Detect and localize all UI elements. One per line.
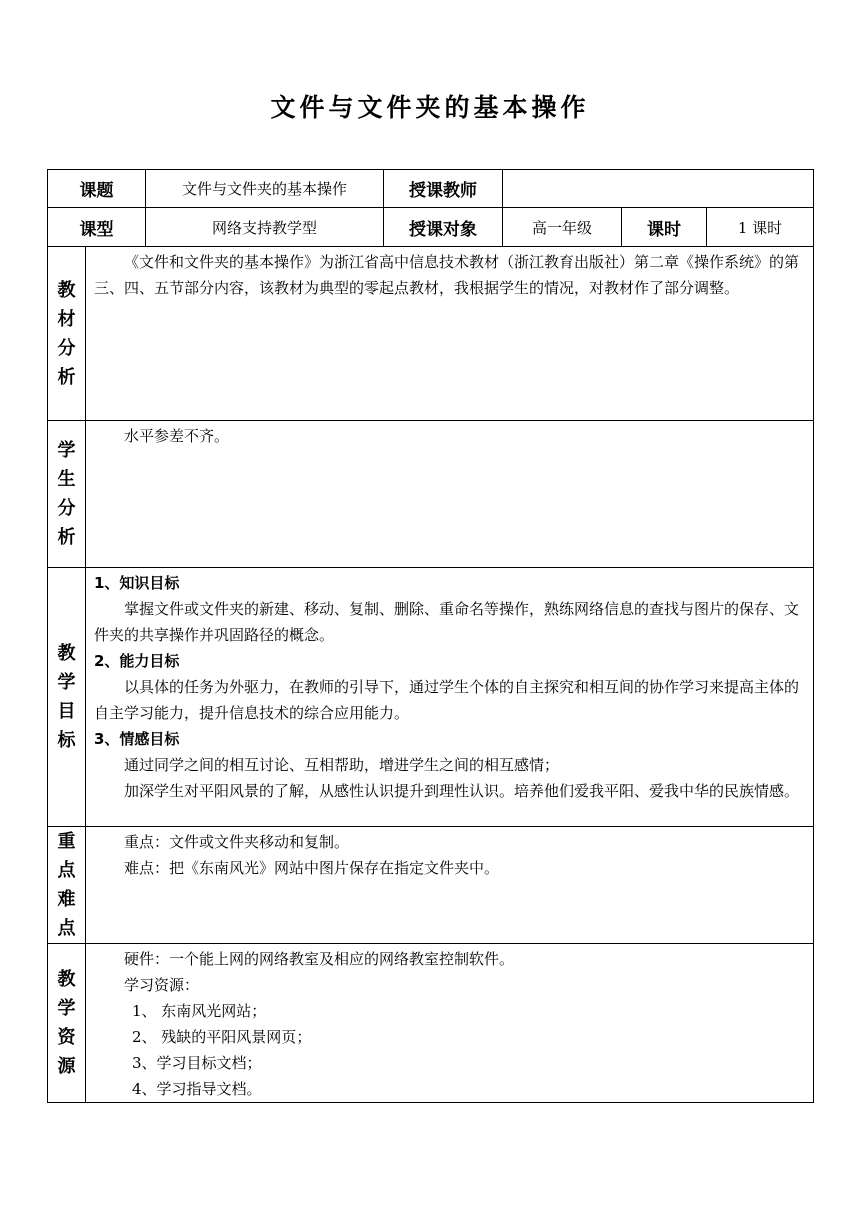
page-title: 文件与文件夹的基本操作 (270, 93, 590, 122)
knowledge-goal-title: 1、知识目标 (94, 574, 180, 592)
students-row (48, 421, 814, 568)
lesson-plan-table (47, 169, 814, 1103)
topic-value: 文件与文件夹的基本操作 (146, 170, 384, 208)
knowledge-goal-text: 掌握文件或文件夹的新建、移动、复制、删除、重命名等操作，熟练网络信息的查找与图片的保存、文件夹的共享操作并巩固路径的概念。 (94, 600, 800, 644)
material-label: 教 材 分 析 (48, 247, 86, 421)
type-row (48, 208, 814, 247)
material-content (86, 247, 814, 421)
goals-content (86, 568, 814, 827)
difficulty-text: 难点：把《东南风光》网站中图片保存在指定文件夹中。 (124, 859, 500, 877)
keypoints-row (48, 827, 814, 944)
topic-label: 课题 (48, 170, 146, 208)
goals-row (48, 568, 814, 827)
hours-value: 1 课时 (707, 208, 814, 247)
students-text: 水平参差不齐。 (124, 427, 230, 445)
teacher-label: 授课教师 (384, 170, 503, 208)
teacher-value (503, 170, 814, 208)
key-point-text: 重点：文件或文件夹移动和复制。 (124, 833, 350, 851)
emotion-goal-title: 3、情感目标 (94, 730, 180, 748)
goals-label: 教 学 目 标 (48, 568, 86, 827)
keypoints-label: 重 点 难 点 (48, 827, 86, 944)
type-value: 网络支持教学型 (146, 208, 384, 247)
hours-label: 课时 (622, 208, 707, 247)
learning-resources-title: 学习资源： (124, 976, 200, 994)
topic-row (48, 170, 814, 208)
keypoints-content (86, 827, 814, 944)
target-label: 授课对象 (384, 208, 503, 247)
resource-item: 3、学习目标文档； (132, 1054, 262, 1072)
ability-goal-title: 2、能力目标 (94, 652, 180, 670)
emotion-goal-text-2: 加深学生对平阳风景的了解，从感性认识提升到理性认识。培养他们爱我平阳、爱我中华的民族情感。 (124, 782, 800, 800)
resource-item: 1、 东南风光网站； (132, 1002, 267, 1020)
target-value: 高一年级 (503, 208, 622, 247)
resources-content (86, 944, 814, 1103)
emotion-goal-text-1: 通过同学之间的相互讨论、互相帮助，增进学生之间的相互感情； (124, 756, 560, 774)
resources-label: 教 学 资 源 (48, 944, 86, 1103)
ability-goal-text: 以具体的任务为外驱力，在教师的引导下，通过学生个体的自主探究和相互间的协作学习来提高主体的自主学习能力，提升信息技术的综合应用能力。 (94, 678, 800, 722)
resource-item: 4、学习指导文档。 (132, 1080, 262, 1098)
students-label: 学 生 分 析 (48, 421, 86, 568)
material-row (48, 247, 814, 421)
type-label: 课型 (48, 208, 146, 247)
resource-item: 2、 残缺的平阳风景网页； (132, 1028, 312, 1046)
resources-row (48, 944, 814, 1103)
material-text: 《文件和文件夹的基本操作》为浙江省高中信息技术教材（浙江教育出版社）第二章《操作系统》的第三、四、五节部分内容，该教材为典型的零起点教材，我根据学生的情况，对教材作了部分调整。 (94, 253, 800, 297)
students-content (86, 421, 814, 568)
hardware-text: 硬件：一个能上网的网络教室及相应的网络教室控制软件。 (124, 950, 515, 968)
